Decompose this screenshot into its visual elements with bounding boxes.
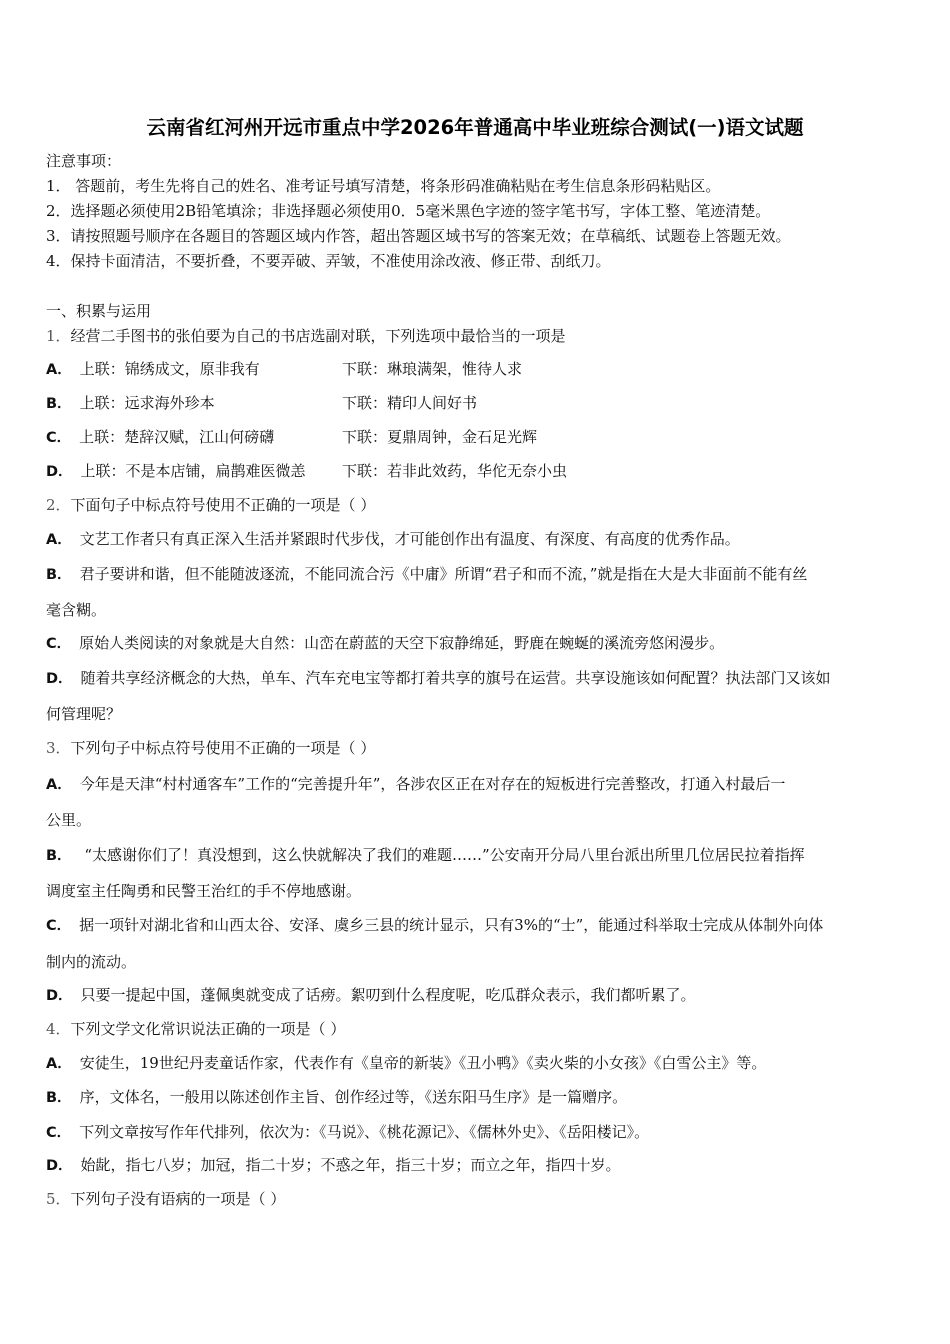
q2-option-b (46, 564, 807, 585)
page-title: 云南省红河州开远市重点中学2026年普通高中毕业班综合测试(一)语文试题 (146, 116, 804, 139)
option-text: 今年是天津“村村通客车”工作的“完善提升年”，各涉农区正在对存在的短板进行完善整改，打通入村最后一 (79, 775, 786, 793)
q2-option-a (46, 529, 740, 550)
question-2 (46, 495, 375, 515)
option-letter: A． (46, 532, 72, 548)
q4-option-b (46, 1087, 627, 1108)
q3-option-c (46, 915, 823, 936)
option-text: 君子要讲和谐，但不能随波逐流，不能同流合污《中庸》所谓“君子和而不流，”就是指在大是大非面前不能有丝 (79, 565, 808, 583)
question-number: 4． (46, 1020, 71, 1038)
notice-item: 4．保持卡面清洁，不要折叠，不要弄破、弄皱，不准使用涂改液、修正带、刮纸刀。 (46, 252, 611, 270)
option-letter: D． (46, 464, 73, 480)
option-letter: C． (46, 1125, 72, 1141)
q1-option-a (46, 359, 260, 380)
option-letter: C． (46, 430, 72, 446)
q4-option-c (46, 1122, 649, 1143)
upper-couplet: 上联：锦绣成文，原非我有 (79, 360, 260, 378)
question-number: 1． (46, 327, 71, 345)
option-text-continued: 调度室主任陶勇和民警王治红的手不停地感谢。 (46, 882, 362, 900)
option-text: 据一项针对湖北省和山西太谷、安泽、虞乡三县的统计显示，只有3%的“士”，能通过科举取士完成从体制外向体 (79, 916, 824, 934)
option-letter: A． (46, 1056, 72, 1072)
q2-option-d (46, 668, 831, 689)
option-text: “太感谢你们了！真没想到，这么快就解决了我们的难题……”公安南开分局八里台派出所里几位居民拉着指挥 (79, 846, 805, 864)
option-letter: C． (46, 918, 72, 934)
option-text: 下列文章按写作年代排列，依次为：《马说》、《桃花源记》、《儒林外史》、《岳阳楼记》。 (79, 1123, 650, 1141)
q4-option-d (46, 1155, 621, 1176)
option-text-continued: 公里。 (46, 811, 92, 829)
option-text: 安徒生，19世纪丹麦童话作家，代表作有《皇帝的新装》《丑小鸭》《卖火柴的小女孩》《白雪公主》等。 (79, 1054, 767, 1072)
question-1 (46, 326, 566, 346)
question-stem: 下列句子没有语病的一项是（ ） (70, 1190, 286, 1208)
section-heading: 一、积累与运用 (46, 302, 152, 320)
question-number: 2． (46, 496, 71, 514)
q1-option-d (46, 461, 306, 482)
question-stem: 经营二手图书的张伯要为自己的书店选副对联，下列选项中最恰当的一项是 (70, 327, 566, 345)
option-letter: C． (46, 636, 72, 652)
notice-item: 2．选择题必须使用2B铅笔填涂；非选择题必须使用0．5毫米黑色字迹的签字笔书写，字体工整、笔迹清楚。 (46, 202, 771, 220)
upper-couplet: 上联：远求海外珍本 (79, 394, 215, 412)
option-text: 序，文体名，一般用以陈述创作主旨、创作经过等，《送东阳马生序》是一篇赠序。 (79, 1088, 628, 1106)
option-letter: D． (46, 988, 73, 1004)
q2-option-c (46, 633, 724, 654)
question-number: 3． (46, 739, 71, 757)
question-number: 5． (46, 1190, 71, 1208)
q1-option-c (46, 427, 274, 448)
lower-couplet: 下联：若非此效药，华佗无奈小虫 (342, 462, 568, 480)
option-letter: B． (46, 396, 72, 412)
q3-option-b (46, 845, 805, 866)
notice-item: 3．请按照题号顺序在各题目的答题区域内作答，超出答题区域书写的答案无效；在草稿纸、试题卷上答题无效。 (46, 227, 791, 245)
option-letter: B． (46, 1090, 72, 1106)
lower-couplet: 下联：琳琅满架，惟待人求 (342, 360, 523, 378)
option-letter: D． (46, 671, 73, 687)
option-letter: A． (46, 777, 72, 793)
option-letter: A． (46, 362, 72, 378)
question-stem: 下列句子中标点符号使用不正确的一项是（ ） (70, 739, 376, 757)
question-stem: 下列文学文化常识说法正确的一项是（ ） (70, 1020, 346, 1038)
question-4 (46, 1019, 345, 1039)
notice-item: 1． 答题前，考生先将自己的姓名、准考证号填写清楚，将条形码准确粘贴在考生信息条形码粘贴区。 (46, 177, 721, 195)
q4-option-a (46, 1053, 766, 1074)
upper-couplet: 上联：不是本店铺，扁鹊难医微恙 (80, 462, 306, 480)
question-3 (46, 738, 375, 758)
question-5 (46, 1189, 285, 1209)
option-letter: B． (46, 848, 72, 864)
option-text: 始龀，指七八岁；加冠，指二十岁；不惑之年，指三十岁；而立之年，指四十岁。 (80, 1156, 621, 1174)
q1-option-b (46, 393, 215, 414)
q3-option-a (46, 774, 785, 795)
question-stem: 下面句子中标点符号使用不正确的一项是（ ） (70, 496, 376, 514)
option-text-continued: 制内的流动。 (46, 953, 137, 971)
upper-couplet: 上联：楚辞汉赋，江山何磅礴 (79, 428, 275, 446)
option-text-continued: 毫含糊。 (46, 601, 107, 619)
option-text: 随着共享经济概念的大热，单车、汽车充电宝等都打着共享的旗号在运营。共享设施该如何配置？执法部门又该如 (80, 669, 831, 687)
option-text: 只要一提起中国，蓬佩奥就变成了话痨。絮叨到什么程度呢，吃瓜群众表示，我们都听累了。 (80, 986, 696, 1004)
lower-couplet: 下联：精印人间好书 (342, 394, 478, 412)
option-text: 文艺工作者只有真正深入生活并紧跟时代步伐，才可能创作出有温度、有深度、有高度的优秀作品。 (79, 530, 740, 548)
option-letter: B． (46, 567, 72, 583)
notice-heading: 注意事项： (46, 152, 122, 170)
lower-couplet: 下联：夏鼎周钟，金石足光辉 (342, 428, 538, 446)
option-letter: D． (46, 1158, 73, 1174)
option-text: 原始人类阅读的对象就是大自然：山峦在蔚蓝的天空下寂静绵延，野鹿在蜿蜒的溪流旁悠闲漫步。 (79, 634, 725, 652)
option-text-continued: 何管理呢？ (46, 705, 122, 723)
q3-option-d (46, 985, 696, 1006)
